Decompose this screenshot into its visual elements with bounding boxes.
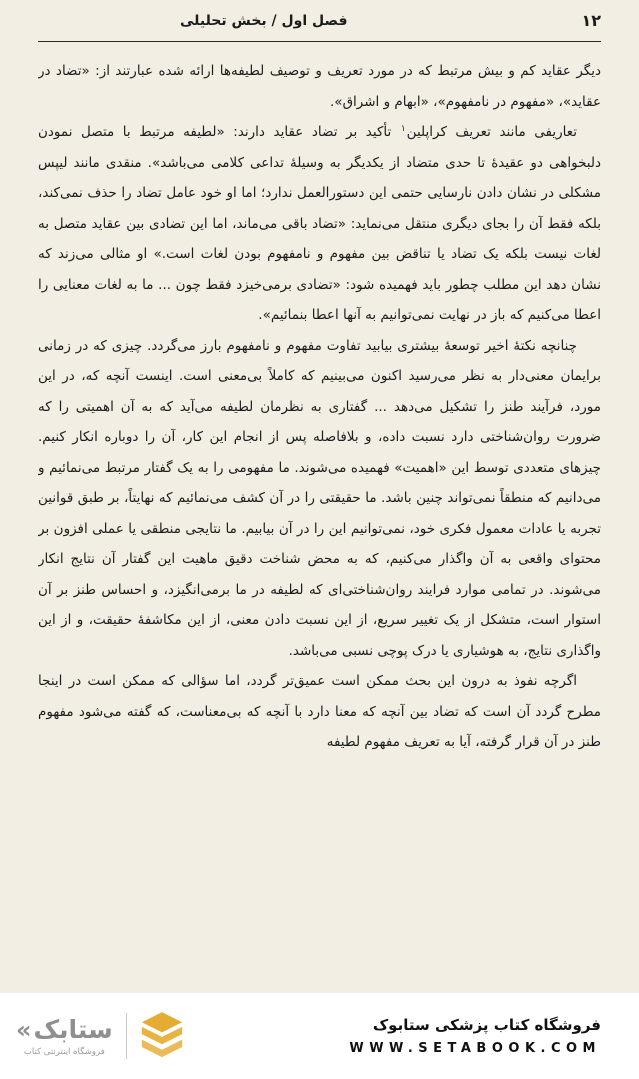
page-header [38, 0, 601, 42]
running-head-chapter: فصل اول / بخش تحلیلی [180, 13, 348, 29]
paragraph [38, 666, 601, 758]
chevron-left-icon: « [16, 1015, 32, 1044]
page-number: ۱۲ [581, 11, 601, 30]
paragraph-text: تأکید بر تضاد عقاید دارند: «لطیفه مرتبط با متصل نمودن دلبخواهی دو عقیدهٔ تا حدی متضاد از یکدیگر به وسیلهٔ تداعی کلامی می‌باشد». منقدی مانند لیپس مشکلی در نشان دادن نارسایی حتمی این دستورالعمل ندارد؛ اما او خود عامل تضاد را حذف نمی‌کند، بلکه فقط آن را بجای دیگری منتقل می‌نماید: «تضاد باقی می‌ماند، اما این تضادی بین عقاید متصل به لغات نیست بلکه یک تضاد یا تناقض بین مفهوم و نامفهوم بودن لغات است.» او مثالی می‌زند که نشان دهد این مطلب چطور باید فهمیده شود: «تضادی برمی‌خیزد فقط چون ... ما به لغات معنایی را اعطا می‌کنیم که باز در نهایت نمی‌توانیم به آنها اعطا بنمائیم». [38, 124, 601, 323]
website-url: WWW.SETABOOK.COM [349, 1041, 601, 1056]
logo-wordmark: ستابک [33, 1015, 113, 1044]
paragraph-text: دیگر عقاید کم و بیش مرتبط که در مورد تعریف و توصیف لطیفه‌ها ارائه شده عبارتند از: «تضاد در عقاید»، «مفهوم در نامفهوم»، «ابهام و اشراق». [38, 63, 601, 110]
paragraph-text: تعاریفی مانند تعریف کراپلین [406, 124, 577, 140]
footer-divider [126, 1013, 127, 1059]
body-text [38, 56, 601, 993]
paragraph-text: اگرچه نفوذ به درون این بحث ممکن است عمیق‌تر گردد، اما سؤالی که ممکن است در اینجا مطرح گردد آن است که تضاد بین آنچه که معنا دارد با آنچه که بی‌معناست، که گفته می‌شود مفهوم طنز در آن قرار گرفته، آیا به تعریف مفهوم لطیفه [38, 673, 601, 750]
logo-title-row [16, 1015, 113, 1044]
page-footer [0, 993, 639, 1079]
paragraph [38, 56, 601, 117]
paragraph [38, 331, 601, 667]
setabook-brand [16, 1011, 184, 1061]
stacked-layers-icon [140, 1011, 184, 1061]
paragraph [38, 117, 601, 331]
setabook-logotype [16, 1015, 113, 1057]
paragraph-text: چنانچه نکتهٔ اخیر توسعهٔ بیشتری بیابید تفاوت مفهوم و نامفهوم بارز می‌گردد. چیزی که در زمانی برایمان معنی‌دار به نظر می‌رسید اکنون می‌بینیم که کاملاً بی‌معنی است. اینست آنچه که، در این مورد، فرآیند طنز را تشکیل می‌دهد ... گفتاری به نظرمان لطیفه می‌آید که به آن اهمیتی را که ضرورت روان‌شناختی دارد نسبت داده، و بلافاصله پس از انجام این کار، آن را دوباره انکار کنیم. چیزهای متعددی توسط این «اهمیت» فهمیده می‌شوند. ما مفهومی را به یک گفتار مرتبط می‌نمائیم و می‌دانیم که منطقاً نمی‌تواند چنین باشد. ما حقیقتی را در آن کشف می‌نمائیم که نهایتاً، بر طبق قوانین تجربه یا عادات معمول فکری خود، نمی‌توانیم این را در آن بیابیم. ما نتایجی منطقی یا عملی افزون بر محتوای واقعی به آن واگذار می‌کنیم، که به محض شناخت دقیق ماهیت این گفتار آن نتایج انکار می‌شوند. در تمامی موارد فرایند روان‌شناختی‌ای که لطیفه در ما برمی‌انگیزد، و احساس طنز بر آن استوار است، متشکل از یک تغییر سریع، از این نسبت دادن معنی، از این مکاشفهٔ حقیقت، و از این واگذاری نتایج، به هوشیاری یا درک پوچی نسبی می‌باشد. [38, 337, 601, 659]
footnote-marker: ۱ [400, 123, 406, 134]
store-name: فروشگاه کتاب پزشکی ستابوک [372, 1016, 601, 1034]
footer-store-info [349, 1016, 601, 1056]
logo-subtitle: فروشگاه اینترنتی کتاب [23, 1047, 105, 1057]
